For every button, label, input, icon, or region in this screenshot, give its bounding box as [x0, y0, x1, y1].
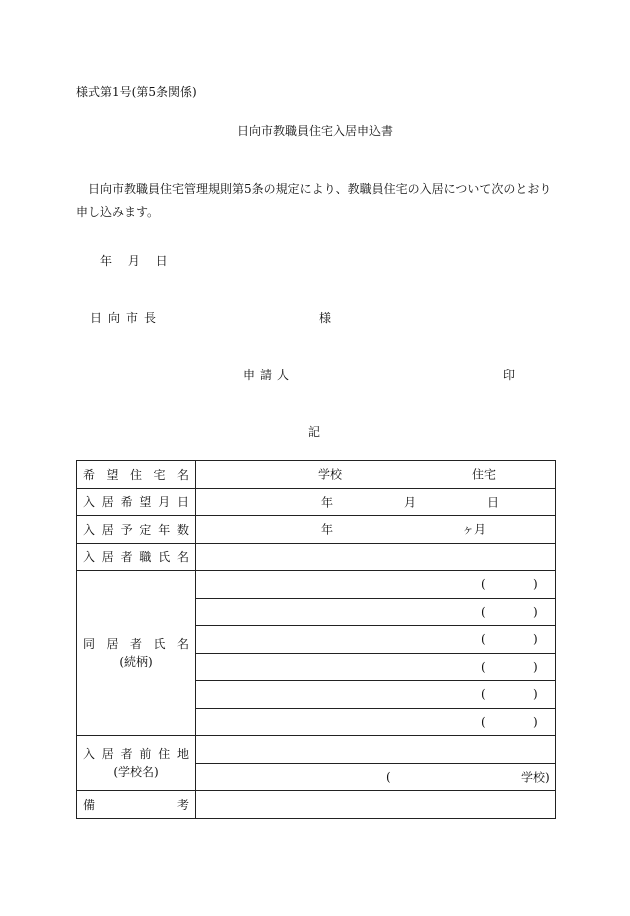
paren-open: (: [481, 687, 486, 702]
paren-close: ): [533, 577, 538, 592]
label-remarks: [77, 791, 196, 819]
field-planned-years[interactable]: [196, 516, 556, 544]
label-planned-years: [77, 516, 196, 544]
month-unit: 月: [404, 495, 417, 510]
label-char: 居: [106, 637, 119, 651]
paren-close: ): [533, 659, 538, 674]
label-char: 者: [120, 747, 133, 761]
form-title: 日向市教職員住宅入居申込書: [236, 124, 393, 138]
label-spread: [77, 548, 195, 565]
label-char: 居: [101, 747, 114, 761]
intro-text: 日向市教職員住宅管理規則第5条の規定により、教職員住宅の入居について次のとおり申し込みます。: [76, 182, 552, 219]
paren-open: (: [481, 659, 486, 674]
label-char: 前: [139, 747, 152, 761]
label-char: 日: [176, 495, 189, 510]
label-spread: [77, 745, 195, 763]
label-prev-address: [77, 736, 196, 791]
school-close: 学校): [521, 770, 550, 785]
label-spread: [77, 796, 195, 813]
year-unit: 年: [321, 495, 334, 510]
label-char: 氏: [158, 550, 171, 565]
label-spread: [77, 466, 195, 483]
school-suffix: 学校: [318, 467, 343, 482]
addressee-name: 日向市長: [90, 311, 163, 325]
label-block: [77, 635, 195, 671]
label-char: 宅: [153, 467, 166, 482]
paren-open: (: [386, 769, 391, 784]
house-suffix: 住宅: [472, 467, 497, 482]
field-desired-date[interactable]: [196, 488, 556, 516]
paren-open: (: [481, 632, 486, 647]
row-occupant-name: [77, 543, 556, 571]
row-desired-house: [77, 461, 556, 489]
field-prev-address[interactable]: [196, 736, 556, 764]
label-spread: [77, 635, 195, 653]
label-sub: (学校名): [113, 765, 159, 779]
label-occupant-name: [77, 543, 196, 571]
field-cohabitant[interactable]: [196, 681, 556, 709]
label-char: 年: [158, 522, 171, 537]
label-char: 職: [139, 550, 152, 565]
label-char: 入: [83, 522, 96, 537]
field-cohabitant[interactable]: [196, 571, 556, 599]
day-unit: 日: [487, 495, 500, 510]
paren-open: (: [481, 604, 486, 619]
label-char: 入: [83, 550, 96, 565]
label-char: 希: [83, 467, 96, 482]
label-cohabitants: [77, 571, 196, 736]
seal-mark: 印: [503, 368, 516, 382]
label-spread: [77, 521, 195, 538]
paren-close: ): [533, 604, 538, 619]
label-sub: (続柄): [119, 655, 153, 669]
label-char: 居: [101, 522, 114, 537]
addressee-honorific: 様: [319, 311, 332, 325]
label-char: 望: [106, 467, 119, 482]
field-occupant-name[interactable]: [196, 543, 556, 571]
field-cohabitant[interactable]: [196, 653, 556, 681]
label-char: 希: [120, 495, 133, 510]
label-char: 考: [176, 797, 189, 812]
label-char: 地: [176, 747, 189, 761]
label-char: 住: [129, 467, 142, 482]
label-desired-date: [77, 488, 196, 516]
field-desired-house[interactable]: [196, 461, 556, 489]
paren-close: ): [533, 687, 538, 702]
label-char: 備: [83, 797, 96, 812]
label-char: 住: [158, 747, 171, 761]
label-char: 者: [129, 637, 142, 651]
application-table: [76, 460, 556, 819]
label-char: 名: [176, 467, 189, 482]
label-char: 入: [83, 747, 96, 761]
paren-open: (: [481, 577, 486, 592]
form-number: 様式第1号(第5条関係): [76, 85, 197, 99]
label-char: 数: [176, 522, 189, 537]
label-char: 同: [83, 637, 96, 651]
label-char: 名: [176, 550, 189, 565]
paren-open: (: [481, 714, 486, 729]
label-char: 者: [120, 550, 133, 565]
date-line: 年 月 日: [100, 254, 168, 268]
paren-close: ): [533, 714, 538, 729]
field-cohabitant[interactable]: [196, 598, 556, 626]
field-cohabitant[interactable]: [196, 708, 556, 736]
row-desired-date: [77, 488, 556, 516]
label-desired-house: [77, 461, 196, 489]
row-planned-years: [77, 516, 556, 544]
label-char: 居: [101, 550, 114, 565]
label-char: 居: [101, 495, 114, 510]
applicant-label: 申請人: [243, 368, 295, 382]
field-remarks[interactable]: [196, 791, 556, 819]
field-prev-school[interactable]: [196, 763, 556, 791]
label-char: 定: [139, 522, 152, 537]
label-char: 月: [158, 495, 171, 510]
label-char: 名: [176, 637, 189, 651]
year-unit: 年: [321, 522, 334, 537]
row-cohabitant: [77, 571, 556, 599]
paren-close: ): [533, 632, 538, 647]
label-block: [77, 745, 195, 781]
label-char: 入: [83, 495, 96, 510]
label-char: 氏: [153, 637, 166, 651]
field-cohabitant[interactable]: [196, 626, 556, 654]
label-spread: [77, 493, 195, 510]
label-char: 予: [120, 522, 133, 537]
row-prev-address: [77, 736, 556, 764]
ki-mark: 記: [308, 425, 321, 439]
months-unit: ヶ月: [462, 522, 487, 537]
label-char: 望: [139, 495, 152, 510]
row-remarks: [77, 791, 556, 819]
